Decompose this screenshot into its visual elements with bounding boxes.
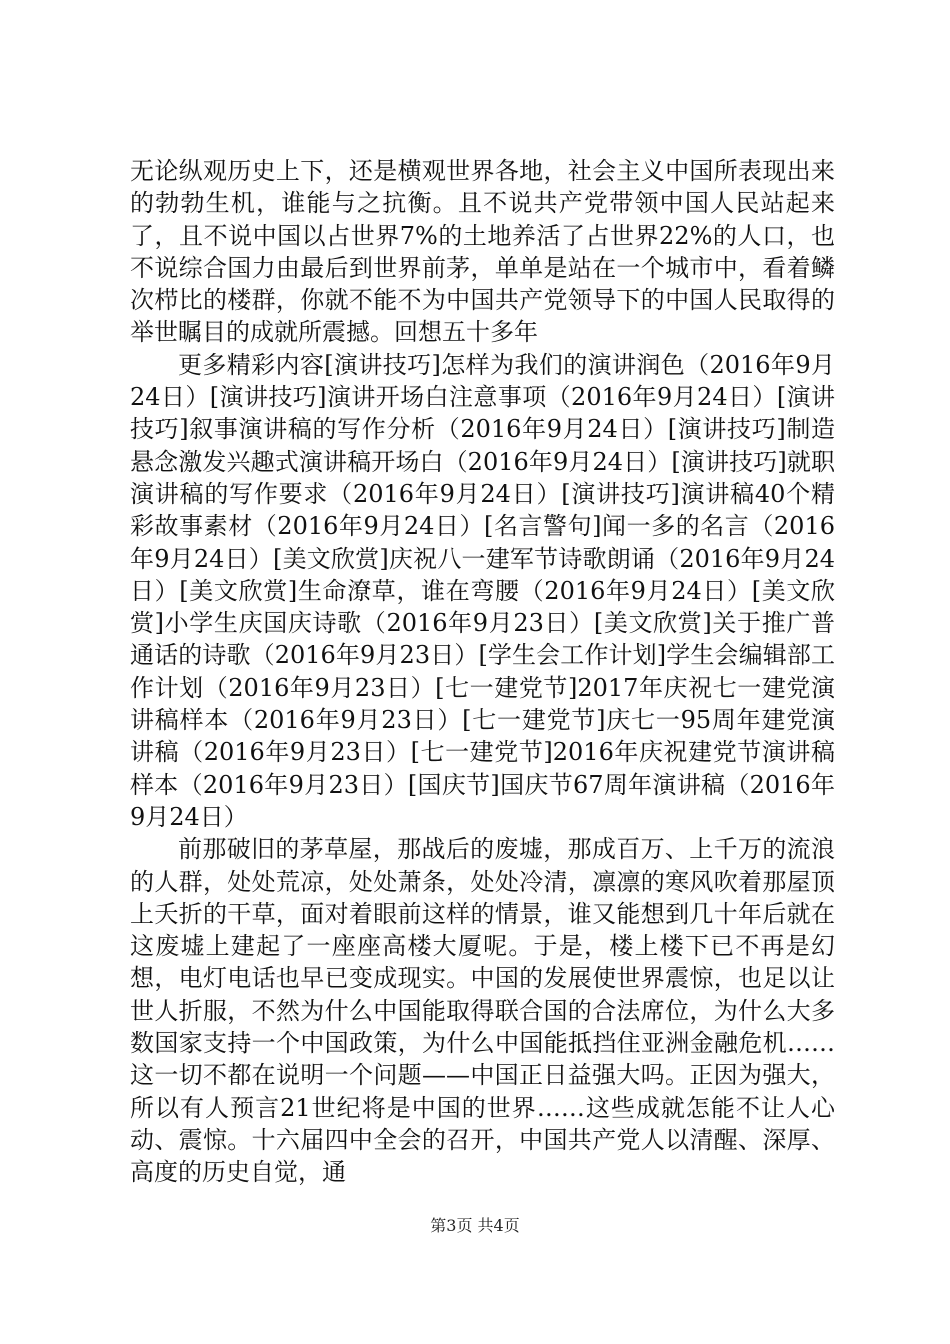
page-number-footer: 第3页 共4页: [430, 1216, 520, 1235]
document-body: [130, 155, 835, 1189]
paragraph-2: 更多精彩内容[演讲技巧]怎样为我们的演讲润色（2016年9月24日）[演讲技巧]演讲开场白注意事项（2016年9月24日）[演讲技巧]叙事演讲稿的写作分析（2016年9月24日）[演讲技巧]制造悬念激发兴趣式演讲稿开场白（2016年9月24日）[演讲技巧]就职演讲稿的写作要求（2016年9月24日）[演讲技巧]演讲稿40个精彩故事素材（2016年9月24日）[名言警句]闻一多的名言（2016年9月24日）[美文欣赏]庆祝八一建军节诗歌朗诵（2016年9月24日）[美文欣赏]生命潦草，谁在弯腰（2016年9月24日）[美文欣赏]小学生庆国庆诗歌（2016年9月23日）[美文欣赏]关于推广普通话的诗歌（2016年9月23日）[学生会工作计划]学生会编辑部工作计划（2016年9月23日）[七一建党节]2017年庆祝七一建党演讲稿样本（2016年9月23日）[七一建党节]庆七一95周年建党演讲稿（2016年9月23日）[七一建党节]2016年庆祝建党节演讲稿样本（2016年9月23日）[国庆节]国庆节67周年演讲稿（2016年9月24日）: [130, 350, 835, 831]
paragraph-3: 前那破旧的茅草屋，那战后的废墟，那成百万、上千万的流浪的人群，处处荒凉，处处萧条，处处冷清，凛凛的寒风吹着那屋顶上夭折的干草，面对着眼前这样的情景，谁又能想到几十年后就在这废墟上建起了一座座高楼大厦呢。于是，楼上楼下已不再是幻想，电灯电话也早已变成现实。中国的发展使世界震惊，也足以让世人折服，不然为什么中国能取得联合国的合法席位，为什么大多数国家支持一个中国政策，为什么中国能抵挡住亚洲金融危机……这一切不都在说明一个问题——中国正日益强大吗。正因为强大，所以有人预言21世纪将是中国的世界……这些成就怎能不让人心动、震惊。十六届四中全会的召开，中国共产党人以清醒、深厚、高度的历史自觉，通: [130, 835, 835, 1187]
paragraph-1: 无论纵观历史上下，还是横观世界各地，社会主义中国所表现出来的勃勃生机，谁能与之抗衡。且不说共产党带领中国人民站起来了，且不说中国以占世界7%的土地养活了占世界22%的人口，也不说综合国力由最后到世界前茅，单单是站在一个城市中，看着鳞次栉比的楼群，你就不能不为中国共产党领导下的中国人民取得的举世瞩目的成就所震撼。回想五十多年: [130, 157, 835, 347]
